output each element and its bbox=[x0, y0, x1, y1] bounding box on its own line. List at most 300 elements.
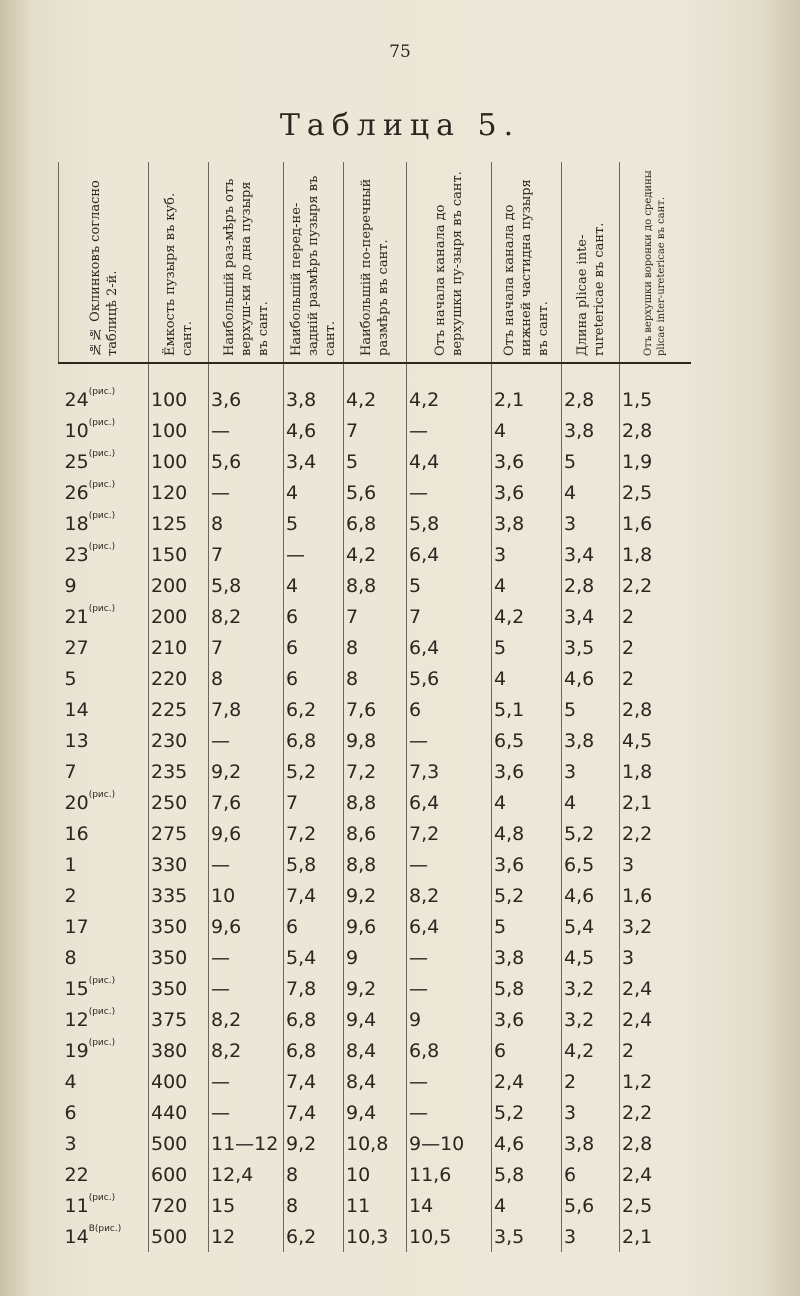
table-row bbox=[59, 570, 691, 601]
page-number: 75 bbox=[389, 42, 411, 62]
figure-note: (рис.) bbox=[88, 448, 116, 459]
table-cell: 12 bbox=[209, 1221, 284, 1252]
figure-note: (рис.) bbox=[88, 510, 116, 521]
table-cell: 1,6 bbox=[622, 884, 653, 907]
table-cell: 3,4 bbox=[562, 601, 620, 632]
table-cell: 2,5 bbox=[622, 1194, 653, 1217]
table-row bbox=[59, 818, 691, 849]
table-cell: 350 bbox=[149, 911, 209, 942]
table-row bbox=[59, 539, 691, 570]
table-cell: 5,2 bbox=[284, 756, 344, 787]
table-cell: 10 bbox=[344, 1159, 407, 1190]
table-cell: 7,6 bbox=[344, 694, 407, 725]
table-cell: 350 bbox=[149, 973, 209, 1004]
table-cell: — bbox=[407, 415, 492, 446]
table-cell: 3,8 bbox=[562, 725, 620, 756]
table-cell: 8,4 bbox=[344, 1066, 407, 1097]
table-cell: 3,2 bbox=[622, 915, 653, 938]
table-cell: 9,6 bbox=[209, 911, 284, 942]
table-cell: 5,2 bbox=[492, 1097, 562, 1128]
table-cell: 7,4 bbox=[284, 880, 344, 911]
table-cell: 9 bbox=[407, 1004, 492, 1035]
table-row bbox=[59, 1004, 691, 1035]
table-cell: 5 bbox=[344, 446, 407, 477]
figure-note: В(рис.) bbox=[88, 1223, 122, 1234]
table-cell: 6,8 bbox=[284, 1004, 344, 1035]
table-cell: 2,8 bbox=[562, 384, 620, 415]
figure-note: (рис.) bbox=[88, 479, 116, 490]
table-cell: — bbox=[209, 415, 284, 446]
table-cell: 5,2 bbox=[562, 818, 620, 849]
table-cell: 350 bbox=[149, 942, 209, 973]
table-cell: 375 bbox=[149, 1004, 209, 1035]
table-cell: 7,8 bbox=[284, 973, 344, 1004]
table-cell: 4,5 bbox=[562, 942, 620, 973]
table-cell: 3,8 bbox=[492, 942, 562, 973]
table-cell: 5,8 bbox=[407, 508, 492, 539]
specimen-number: 7 bbox=[59, 756, 149, 787]
table-cell: 200 bbox=[149, 601, 209, 632]
table-cell: 4 bbox=[492, 570, 562, 601]
table-cell: 8 bbox=[284, 1190, 344, 1221]
header-row bbox=[59, 162, 691, 363]
table-cell: 100 bbox=[149, 446, 209, 477]
table-cell: 6,4 bbox=[407, 539, 492, 570]
table-cell: 5 bbox=[492, 632, 562, 663]
table-cell: 14 bbox=[407, 1190, 492, 1221]
table-cell: 220 bbox=[149, 663, 209, 694]
header-cell: Отъ начала канала до нижней частидна пузыря въ сант. bbox=[492, 162, 562, 363]
table-cell: 6,8 bbox=[284, 1035, 344, 1066]
table-row bbox=[59, 384, 691, 415]
table-cell: 2,8 bbox=[622, 419, 653, 442]
table-cell: 4 bbox=[562, 477, 620, 508]
table-cell: 120 bbox=[149, 477, 209, 508]
table-cell: 8 bbox=[284, 1159, 344, 1190]
table-cell: 6 bbox=[492, 1035, 562, 1066]
measurements-table bbox=[58, 162, 691, 1252]
table-cell: 6,4 bbox=[407, 911, 492, 942]
table-cell: 3,6 bbox=[492, 1004, 562, 1035]
specimen-number: $21^{(рис.)}$ bbox=[59, 601, 149, 632]
table-cell: 9,6 bbox=[209, 818, 284, 849]
header-cell: Наибольшій перед-не-задній размѣръ пузыря въ сант. bbox=[284, 162, 344, 363]
table-cell: 15 bbox=[209, 1190, 284, 1221]
table-cell: 3,5 bbox=[492, 1221, 562, 1252]
table-cell: 720 bbox=[149, 1190, 209, 1221]
table-cell: 10,3 bbox=[344, 1221, 407, 1252]
table-cell: 6 bbox=[284, 601, 344, 632]
table-cell: 2,8 bbox=[622, 1132, 653, 1155]
table-cell: 3,6 bbox=[492, 477, 562, 508]
table-row bbox=[59, 477, 691, 508]
figure-note: (рис.) bbox=[88, 789, 116, 800]
table-cell: 3,5 bbox=[562, 632, 620, 663]
table-cell: 8,2 bbox=[209, 1035, 284, 1066]
table-cell: 7,2 bbox=[407, 818, 492, 849]
specimen-number: 6 bbox=[59, 1097, 149, 1128]
table-cell: 2,4 bbox=[622, 1008, 653, 1031]
table-cell: 200 bbox=[149, 570, 209, 601]
table-cell: — bbox=[407, 1066, 492, 1097]
table-cell: 6 bbox=[562, 1159, 620, 1190]
table-cell: 7,8 bbox=[209, 694, 284, 725]
table-cell: 9,4 bbox=[344, 1004, 407, 1035]
specimen-number: 16 bbox=[59, 818, 149, 849]
table-cell: 8,8 bbox=[344, 570, 407, 601]
table-cell: 6,4 bbox=[407, 632, 492, 663]
header-cell: Наибольшій раз-мѣръ отъ верхуш-ки до дна пузыря въ сант. bbox=[209, 162, 284, 363]
table-cell: — bbox=[209, 1066, 284, 1097]
table-cell: 3,8 bbox=[562, 415, 620, 446]
table-cell: 6 bbox=[407, 694, 492, 725]
table-cell: 3,4 bbox=[284, 446, 344, 477]
table-cell: 6,4 bbox=[407, 787, 492, 818]
table-cell: 2,4 bbox=[622, 1163, 653, 1186]
figure-note: (рис.) bbox=[88, 386, 116, 397]
table-cell: 3,4 bbox=[562, 539, 620, 570]
table-cell: 150 bbox=[149, 539, 209, 570]
table-row bbox=[59, 880, 691, 911]
table-row bbox=[59, 1097, 691, 1128]
table-cell: — bbox=[407, 1097, 492, 1128]
table-cell: 7,4 bbox=[284, 1066, 344, 1097]
table-cell: 12,4 bbox=[209, 1159, 284, 1190]
table-cell: 6 bbox=[284, 911, 344, 942]
table-cell: 3,6 bbox=[492, 849, 562, 880]
table-cell: 1,9 bbox=[622, 450, 653, 473]
figure-note: (рис.) bbox=[88, 975, 116, 986]
table-cell: 3 bbox=[622, 946, 635, 969]
specimen-number: $14^{В(рис.)}$ bbox=[59, 1221, 149, 1252]
table-cell: 4,4 bbox=[407, 446, 492, 477]
figure-note: (рис.) bbox=[88, 417, 116, 428]
table-cell: 4,2 bbox=[562, 1035, 620, 1066]
table-cell: 8,6 bbox=[344, 818, 407, 849]
table-cell: 8 bbox=[209, 663, 284, 694]
table-cell: 4 bbox=[492, 663, 562, 694]
table-cell: 125 bbox=[149, 508, 209, 539]
specimen-number: 13 bbox=[59, 725, 149, 756]
specimen-number: $19^{(рис.)}$ bbox=[59, 1035, 149, 1066]
table-cell: — bbox=[407, 942, 492, 973]
table-cell: 3 bbox=[622, 853, 635, 876]
table-cell: 3 bbox=[562, 1097, 620, 1128]
table-cell: 1,5 bbox=[622, 388, 653, 411]
table-cell: 5,8 bbox=[492, 1159, 562, 1190]
table-cell: 8,2 bbox=[209, 1004, 284, 1035]
table-cell: 5 bbox=[562, 446, 620, 477]
table-cell: 5,6 bbox=[562, 1190, 620, 1221]
table-cell: 8 bbox=[344, 663, 407, 694]
table-cell: 2 bbox=[562, 1066, 620, 1097]
table-cell: 3,6 bbox=[492, 446, 562, 477]
table-cell: 2,4 bbox=[492, 1066, 562, 1097]
specimen-number: 8 bbox=[59, 942, 149, 973]
table-cell: 7,3 bbox=[407, 756, 492, 787]
specimen-number: $23^{(рис.)}$ bbox=[59, 539, 149, 570]
header-cell: Отъ начала канала до верхушки пу-зыря въ сант. bbox=[407, 162, 492, 363]
table-cell: 7 bbox=[209, 632, 284, 663]
specimen-number: $25^{(рис.)}$ bbox=[59, 446, 149, 477]
table-cell: 8 bbox=[209, 508, 284, 539]
table-cell: 1,8 bbox=[622, 760, 653, 783]
table-row bbox=[59, 911, 691, 942]
table-cell: 100 bbox=[149, 415, 209, 446]
table-title: Таблица 5. bbox=[279, 108, 521, 143]
header-cell: Длина plicae inte-ruretericae въ сант. bbox=[562, 162, 620, 363]
specimen-number: 17 bbox=[59, 911, 149, 942]
table-cell: 600 bbox=[149, 1159, 209, 1190]
table-cell: — bbox=[209, 477, 284, 508]
table-cell: 330 bbox=[149, 849, 209, 880]
table-cell: 7 bbox=[344, 415, 407, 446]
table-row bbox=[59, 1066, 691, 1097]
table-cell: 440 bbox=[149, 1097, 209, 1128]
table-cell: 500 bbox=[149, 1221, 209, 1252]
table-cell: 6,2 bbox=[284, 1221, 344, 1252]
table-cell: 3,6 bbox=[492, 756, 562, 787]
table-cell: 5 bbox=[492, 911, 562, 942]
specimen-number: $20^{(рис.)}$ bbox=[59, 787, 149, 818]
table-cell: 11 bbox=[344, 1190, 407, 1221]
table-cell: 2 bbox=[622, 667, 635, 690]
table-cell: 9,8 bbox=[344, 725, 407, 756]
table-cell: 2,1 bbox=[622, 791, 653, 814]
table-cell: 5,1 bbox=[492, 694, 562, 725]
table-cell: — bbox=[407, 973, 492, 1004]
table-cell: 4 bbox=[284, 477, 344, 508]
table-cell: 3,2 bbox=[562, 973, 620, 1004]
table-row bbox=[59, 694, 691, 725]
table-cell: 4 bbox=[492, 415, 562, 446]
table-cell: 11,6 bbox=[407, 1159, 492, 1190]
table-row bbox=[59, 601, 691, 632]
table-cell: 6 bbox=[284, 663, 344, 694]
table-cell: 4,2 bbox=[344, 384, 407, 415]
table-row bbox=[59, 973, 691, 1004]
table-cell: — bbox=[209, 849, 284, 880]
table-cell: 6,8 bbox=[284, 725, 344, 756]
specimen-number: 2 bbox=[59, 880, 149, 911]
table-cell: 2 bbox=[622, 636, 635, 659]
table-cell: 5,6 bbox=[344, 477, 407, 508]
header-cell: №№ Оклинковъ согласно таблицѣ 2-й. bbox=[59, 162, 149, 363]
table-cell: 6,8 bbox=[344, 508, 407, 539]
header-cell: Наибольшій по-перечный размѣръ въ сант. bbox=[344, 162, 407, 363]
table-cell: 335 bbox=[149, 880, 209, 911]
table-cell: 3,8 bbox=[492, 508, 562, 539]
specimen-number: 27 bbox=[59, 632, 149, 663]
table-cell: 5,8 bbox=[284, 849, 344, 880]
table-cell: 3,8 bbox=[562, 1128, 620, 1159]
table-cell: 210 bbox=[149, 632, 209, 663]
specimen-number: 4 bbox=[59, 1066, 149, 1097]
table-cell: 3,8 bbox=[284, 384, 344, 415]
specimen-number: $26^{(рис.)}$ bbox=[59, 477, 149, 508]
table-cell: 9,2 bbox=[344, 973, 407, 1004]
table-cell: 4,6 bbox=[562, 663, 620, 694]
specimen-number: $18^{(рис.)}$ bbox=[59, 508, 149, 539]
table-cell: 8 bbox=[344, 632, 407, 663]
specimen-number: 1 bbox=[59, 849, 149, 880]
spacer-row bbox=[59, 363, 691, 384]
table-row bbox=[59, 632, 691, 663]
table-cell: 8,4 bbox=[344, 1035, 407, 1066]
table-cell: 9 bbox=[344, 942, 407, 973]
table-cell: 5,4 bbox=[562, 911, 620, 942]
table-cell: 1,6 bbox=[622, 512, 653, 535]
table-cell: 7 bbox=[344, 601, 407, 632]
specimen-number: 3 bbox=[59, 1128, 149, 1159]
table-row bbox=[59, 1159, 691, 1190]
table-cell: 5,2 bbox=[492, 880, 562, 911]
table-cell: — bbox=[209, 942, 284, 973]
specimen-number: $12^{(рис.)}$ bbox=[59, 1004, 149, 1035]
table-cell: 9,2 bbox=[209, 756, 284, 787]
table-cell: 7 bbox=[209, 539, 284, 570]
table-row bbox=[59, 1035, 691, 1066]
table-cell: 5,6 bbox=[209, 446, 284, 477]
table-cell: 4,2 bbox=[407, 384, 492, 415]
specimen-number: 22 bbox=[59, 1159, 149, 1190]
table-row bbox=[59, 663, 691, 694]
table-row bbox=[59, 942, 691, 973]
table-cell: — bbox=[407, 725, 492, 756]
table-cell: 7,4 bbox=[284, 1097, 344, 1128]
table-cell: 3 bbox=[492, 539, 562, 570]
table-row bbox=[59, 415, 691, 446]
table-cell: 5,8 bbox=[492, 973, 562, 1004]
table-cell: 235 bbox=[149, 756, 209, 787]
table-cell: 2,5 bbox=[622, 481, 653, 504]
table-cell: 4,2 bbox=[344, 539, 407, 570]
table-cell: — bbox=[209, 973, 284, 1004]
table-cell: 2,1 bbox=[622, 1225, 653, 1248]
table-cell: 4,2 bbox=[492, 601, 562, 632]
specimen-number: $11^{(рис.)}$ bbox=[59, 1190, 149, 1221]
table-cell: 10,5 bbox=[407, 1221, 492, 1252]
table-row bbox=[59, 508, 691, 539]
table-cell: 5,8 bbox=[209, 570, 284, 601]
table-cell: 6,2 bbox=[284, 694, 344, 725]
table-row bbox=[59, 1190, 691, 1221]
table-cell: 8,2 bbox=[209, 601, 284, 632]
table-cell: 6,5 bbox=[492, 725, 562, 756]
table-cell: — bbox=[407, 477, 492, 508]
table-row bbox=[59, 756, 691, 787]
table-cell: 10,8 bbox=[344, 1128, 407, 1159]
table-cell: 7 bbox=[407, 601, 492, 632]
table-cell: 250 bbox=[149, 787, 209, 818]
table-cell: 11—12 bbox=[209, 1128, 284, 1159]
table-cell: 2,2 bbox=[622, 1101, 653, 1124]
table-cell: 3 bbox=[562, 756, 620, 787]
table-cell: 10 bbox=[209, 880, 284, 911]
table-cell: 6,5 bbox=[562, 849, 620, 880]
table-cell: 4,6 bbox=[492, 1128, 562, 1159]
header-cell: Ёмкость пузыря въ куб. сант. bbox=[149, 162, 209, 363]
table-cell: 7,2 bbox=[344, 756, 407, 787]
specimen-number: $10^{(рис.)}$ bbox=[59, 415, 149, 446]
table-cell: 2,2 bbox=[622, 574, 653, 597]
table-cell: 6,8 bbox=[407, 1035, 492, 1066]
specimen-number: $15^{(рис.)}$ bbox=[59, 973, 149, 1004]
header-cell: Отъ верхушки воронки до средины plicae inter-uretericae въ сант. bbox=[620, 162, 691, 363]
table-cell: 4,6 bbox=[284, 415, 344, 446]
table-row bbox=[59, 849, 691, 880]
table-cell: 9,2 bbox=[284, 1128, 344, 1159]
table-row bbox=[59, 725, 691, 756]
specimen-number: 9 bbox=[59, 570, 149, 601]
table-row bbox=[59, 787, 691, 818]
specimen-number: 14 bbox=[59, 694, 149, 725]
table-cell: 4 bbox=[492, 1190, 562, 1221]
table-cell: 5 bbox=[407, 570, 492, 601]
table-cell: 4,5 bbox=[622, 729, 653, 752]
table-cell: 7,2 bbox=[284, 818, 344, 849]
figure-note: (рис.) bbox=[88, 1192, 116, 1203]
table-cell: 9,2 bbox=[344, 880, 407, 911]
table-cell: — bbox=[407, 849, 492, 880]
table-cell: 4 bbox=[284, 570, 344, 601]
specimen-number: $24^{(рис.)}$ bbox=[59, 384, 149, 415]
table-cell: 380 bbox=[149, 1035, 209, 1066]
table-cell: 9—10 bbox=[407, 1128, 492, 1159]
table-cell: 100 bbox=[149, 384, 209, 415]
table-cell: 5,4 bbox=[284, 942, 344, 973]
table-cell: 5 bbox=[562, 694, 620, 725]
specimen-number: 5 bbox=[59, 663, 149, 694]
table-cell: 275 bbox=[149, 818, 209, 849]
table-cell: 1,8 bbox=[622, 543, 653, 566]
table-cell: 500 bbox=[149, 1128, 209, 1159]
table-cell: 9,4 bbox=[344, 1097, 407, 1128]
table-cell: 9,6 bbox=[344, 911, 407, 942]
table-cell: 5,6 bbox=[407, 663, 492, 694]
table-row bbox=[59, 446, 691, 477]
table-cell: 4,8 bbox=[492, 818, 562, 849]
table-cell: 4,6 bbox=[562, 880, 620, 911]
table-cell: 4 bbox=[492, 787, 562, 818]
table-cell: — bbox=[284, 539, 344, 570]
figure-note: (рис.) bbox=[88, 541, 116, 552]
table-cell: — bbox=[209, 725, 284, 756]
table-cell: 3,2 bbox=[562, 1004, 620, 1035]
table-cell: 7,6 bbox=[209, 787, 284, 818]
table-cell: 2,4 bbox=[622, 977, 653, 1000]
table-cell: 225 bbox=[149, 694, 209, 725]
table-row bbox=[59, 1221, 691, 1252]
table-cell: 7 bbox=[284, 787, 344, 818]
table-cell: 8,8 bbox=[344, 787, 407, 818]
table-cell: 6 bbox=[284, 632, 344, 663]
table-cell: 2 bbox=[622, 605, 635, 628]
figure-note: (рис.) bbox=[88, 1006, 116, 1017]
table-cell: 4 bbox=[562, 787, 620, 818]
figure-note: (рис.) bbox=[88, 1037, 116, 1048]
table-cell: 3 bbox=[562, 1221, 620, 1252]
table-cell: 3 bbox=[562, 508, 620, 539]
table-cell: 2 bbox=[622, 1039, 635, 1062]
table-cell: 2,8 bbox=[622, 698, 653, 721]
table-cell: 2,2 bbox=[622, 822, 653, 845]
table-cell: 8,2 bbox=[407, 880, 492, 911]
table-cell: — bbox=[209, 1097, 284, 1128]
table-cell: 1,2 bbox=[622, 1070, 653, 1093]
table-row bbox=[59, 1128, 691, 1159]
table-cell: 400 bbox=[149, 1066, 209, 1097]
